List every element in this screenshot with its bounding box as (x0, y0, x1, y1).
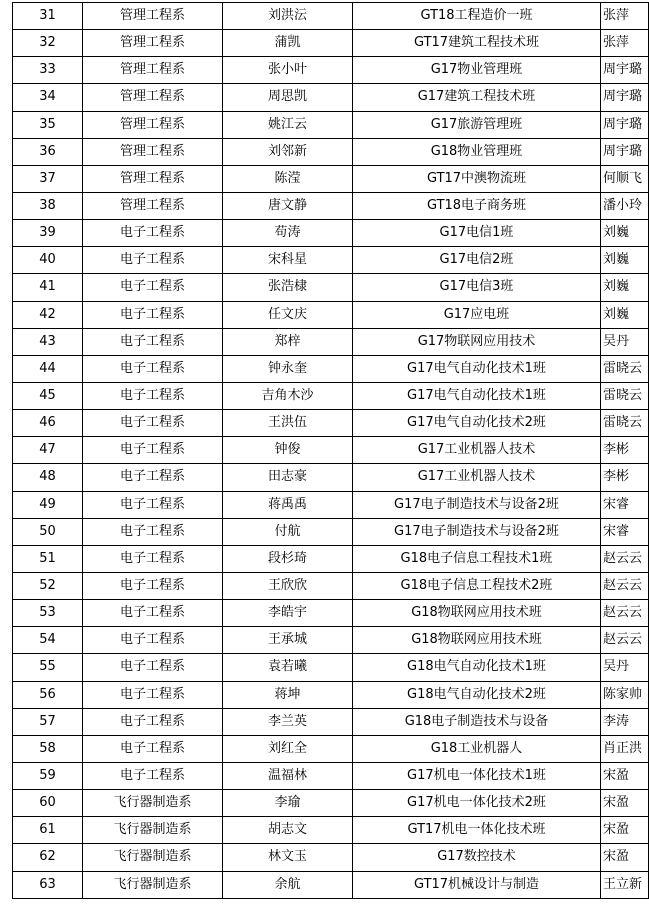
cell-department: 电子工程系 (83, 762, 223, 789)
cell-row-number: 60 (13, 790, 83, 817)
cell-row-number: 51 (13, 545, 83, 572)
cell-department: 管理工程系 (83, 84, 223, 111)
cell-student-name: 苟涛 (223, 220, 353, 247)
cell-row-number: 36 (13, 138, 83, 165)
cell-class-name: G17物业管理班 (353, 57, 601, 84)
cell-class-name: GT18工程造价一班 (353, 3, 601, 30)
cell-class-name: G17电信2班 (353, 247, 601, 274)
cell-department: 电子工程系 (83, 355, 223, 382)
roster-body (13, 3, 649, 899)
cell-class-name: G17物联网应用技术 (353, 328, 601, 355)
cell-row-number: 45 (13, 382, 83, 409)
cell-teacher: 吴丹 (601, 328, 649, 355)
cell-class-name: G17应电班 (353, 301, 601, 328)
cell-department: 电子工程系 (83, 437, 223, 464)
cell-teacher: 刘巍 (601, 274, 649, 301)
cell-class-name: G17电子制造技术与设备2班 (353, 518, 601, 545)
cell-teacher: 周宇璐 (601, 84, 649, 111)
table-row (13, 844, 649, 871)
cell-teacher: 李涛 (601, 708, 649, 735)
cell-student-name: 段杉琦 (223, 545, 353, 572)
cell-row-number: 49 (13, 491, 83, 518)
cell-row-number: 48 (13, 464, 83, 491)
cell-teacher: 刘巍 (601, 247, 649, 274)
cell-department: 电子工程系 (83, 545, 223, 572)
table-row (13, 627, 649, 654)
cell-row-number: 50 (13, 518, 83, 545)
cell-student-name: 李皓宇 (223, 600, 353, 627)
cell-row-number: 33 (13, 57, 83, 84)
table-row (13, 572, 649, 599)
cell-row-number: 58 (13, 735, 83, 762)
cell-department: 电子工程系 (83, 382, 223, 409)
cell-class-name: G17建筑工程技术班 (353, 84, 601, 111)
cell-class-name: G18电气自动化技术1班 (353, 654, 601, 681)
cell-teacher: 周宇璐 (601, 111, 649, 138)
cell-class-name: GT17机电一体化技术班 (353, 817, 601, 844)
cell-department: 电子工程系 (83, 518, 223, 545)
cell-row-number: 40 (13, 247, 83, 274)
cell-class-name: G18物联网应用技术班 (353, 600, 601, 627)
cell-class-name: G18电气自动化技术2班 (353, 681, 601, 708)
table-row (13, 3, 649, 30)
cell-teacher: 宋盈 (601, 790, 649, 817)
cell-teacher: 刘巍 (601, 301, 649, 328)
cell-row-number: 34 (13, 84, 83, 111)
cell-row-number: 39 (13, 220, 83, 247)
cell-class-name: G17工业机器人技术 (353, 464, 601, 491)
cell-department: 管理工程系 (83, 111, 223, 138)
cell-department: 电子工程系 (83, 301, 223, 328)
cell-class-name: G17电气自动化技术2班 (353, 410, 601, 437)
cell-row-number: 38 (13, 192, 83, 219)
cell-teacher: 雷晓云 (601, 410, 649, 437)
cell-teacher: 宋睿 (601, 491, 649, 518)
table-row (13, 138, 649, 165)
cell-student-name: 王承城 (223, 627, 353, 654)
cell-class-name: G17数控技术 (353, 844, 601, 871)
cell-department: 管理工程系 (83, 3, 223, 30)
cell-row-number: 59 (13, 762, 83, 789)
table-row (13, 464, 649, 491)
cell-class-name: G17机电一体化技术2班 (353, 790, 601, 817)
cell-student-name: 郑梓 (223, 328, 353, 355)
cell-department: 飞行器制造系 (83, 844, 223, 871)
cell-department: 管理工程系 (83, 138, 223, 165)
table-row (13, 301, 649, 328)
table-row (13, 247, 649, 274)
cell-department: 电子工程系 (83, 464, 223, 491)
cell-teacher: 宋盈 (601, 762, 649, 789)
cell-department: 管理工程系 (83, 192, 223, 219)
table-row (13, 328, 649, 355)
table-row (13, 518, 649, 545)
cell-student-name: 张小叶 (223, 57, 353, 84)
table-row (13, 762, 649, 789)
cell-class-name: GT18电子商务班 (353, 192, 601, 219)
cell-student-name: 钟永奎 (223, 355, 353, 382)
table-row (13, 30, 649, 57)
cell-teacher: 宋盈 (601, 817, 649, 844)
table-row (13, 382, 649, 409)
table-row (13, 491, 649, 518)
cell-teacher: 张萍 (601, 30, 649, 57)
cell-student-name: 王洪伍 (223, 410, 353, 437)
cell-department: 电子工程系 (83, 627, 223, 654)
table-row (13, 274, 649, 301)
cell-student-name: 唐文静 (223, 192, 353, 219)
cell-department: 管理工程系 (83, 30, 223, 57)
table-row (13, 410, 649, 437)
cell-teacher: 周宇璐 (601, 57, 649, 84)
cell-row-number: 35 (13, 111, 83, 138)
cell-department: 电子工程系 (83, 491, 223, 518)
cell-student-name: 周思凯 (223, 84, 353, 111)
cell-student-name: 蒲凯 (223, 30, 353, 57)
cell-student-name: 付航 (223, 518, 353, 545)
cell-student-name: 李兰英 (223, 708, 353, 735)
cell-class-name: GT17机械设计与制造 (353, 871, 601, 898)
table-row (13, 355, 649, 382)
cell-student-name: 张浩棣 (223, 274, 353, 301)
cell-class-name: G17电子制造技术与设备2班 (353, 491, 601, 518)
cell-class-name: G17机电一体化技术1班 (353, 762, 601, 789)
cell-student-name: 陈滢 (223, 165, 353, 192)
cell-teacher: 周宇璐 (601, 138, 649, 165)
cell-class-name: G18电子制造技术与设备 (353, 708, 601, 735)
table-row (13, 654, 649, 681)
cell-class-name: G18物联网应用技术班 (353, 627, 601, 654)
cell-student-name: 宋科星 (223, 247, 353, 274)
cell-department: 电子工程系 (83, 220, 223, 247)
cell-student-name: 胡志文 (223, 817, 353, 844)
table-row (13, 84, 649, 111)
cell-class-name: G18物业管理班 (353, 138, 601, 165)
cell-teacher: 何顺飞 (601, 165, 649, 192)
table-row (13, 437, 649, 464)
cell-department: 电子工程系 (83, 572, 223, 599)
cell-teacher: 王立新 (601, 871, 649, 898)
cell-class-name: G18电子信息工程技术1班 (353, 545, 601, 572)
cell-class-name: G17工业机器人技术 (353, 437, 601, 464)
cell-row-number: 55 (13, 654, 83, 681)
cell-department: 电子工程系 (83, 274, 223, 301)
cell-student-name: 林文玉 (223, 844, 353, 871)
cell-department: 电子工程系 (83, 410, 223, 437)
cell-teacher: 李彬 (601, 464, 649, 491)
cell-department: 飞行器制造系 (83, 871, 223, 898)
cell-student-name: 温福林 (223, 762, 353, 789)
table-row (13, 57, 649, 84)
table-row (13, 681, 649, 708)
table-row (13, 600, 649, 627)
cell-student-name: 任文庆 (223, 301, 353, 328)
table-row (13, 790, 649, 817)
cell-class-name: G17电气自动化技术1班 (353, 382, 601, 409)
cell-student-name: 刘洪沄 (223, 3, 353, 30)
cell-row-number: 32 (13, 30, 83, 57)
table-row (13, 545, 649, 572)
cell-department: 电子工程系 (83, 654, 223, 681)
cell-teacher: 陈家帅 (601, 681, 649, 708)
cell-row-number: 52 (13, 572, 83, 599)
cell-class-name: GT17中澳物流班 (353, 165, 601, 192)
cell-department: 飞行器制造系 (83, 790, 223, 817)
cell-row-number: 37 (13, 165, 83, 192)
cell-teacher: 赵云云 (601, 627, 649, 654)
cell-student-name: 袁若曦 (223, 654, 353, 681)
table-row (13, 871, 649, 898)
cell-row-number: 41 (13, 274, 83, 301)
cell-department: 电子工程系 (83, 247, 223, 274)
cell-department: 电子工程系 (83, 708, 223, 735)
cell-teacher: 张萍 (601, 3, 649, 30)
cell-student-name: 刘邻新 (223, 138, 353, 165)
cell-class-name: GT17建筑工程技术班 (353, 30, 601, 57)
cell-class-name: G18电子信息工程技术2班 (353, 572, 601, 599)
cell-row-number: 44 (13, 355, 83, 382)
cell-teacher: 潘小玲 (601, 192, 649, 219)
cell-row-number: 62 (13, 844, 83, 871)
cell-row-number: 57 (13, 708, 83, 735)
cell-class-name: G17旅游管理班 (353, 111, 601, 138)
cell-student-name: 蒋禹禹 (223, 491, 353, 518)
cell-row-number: 63 (13, 871, 83, 898)
cell-teacher: 宋盈 (601, 844, 649, 871)
table-row (13, 220, 649, 247)
cell-department: 电子工程系 (83, 328, 223, 355)
student-roster-table (12, 2, 649, 899)
cell-row-number: 31 (13, 3, 83, 30)
table-row (13, 111, 649, 138)
cell-teacher: 赵云云 (601, 572, 649, 599)
cell-teacher: 赵云云 (601, 545, 649, 572)
cell-student-name: 王欣欣 (223, 572, 353, 599)
cell-student-name: 刘红全 (223, 735, 353, 762)
cell-row-number: 43 (13, 328, 83, 355)
cell-row-number: 42 (13, 301, 83, 328)
cell-teacher: 赵云云 (601, 600, 649, 627)
cell-teacher: 雷晓云 (601, 355, 649, 382)
cell-teacher: 吴丹 (601, 654, 649, 681)
cell-student-name: 钟俊 (223, 437, 353, 464)
cell-row-number: 53 (13, 600, 83, 627)
cell-row-number: 54 (13, 627, 83, 654)
cell-department: 电子工程系 (83, 735, 223, 762)
cell-student-name: 姚江云 (223, 111, 353, 138)
cell-class-name: G17电气自动化技术1班 (353, 355, 601, 382)
cell-class-name: G17电信1班 (353, 220, 601, 247)
cell-student-name: 蒋坤 (223, 681, 353, 708)
table-row (13, 708, 649, 735)
cell-class-name: G18工业机器人 (353, 735, 601, 762)
cell-teacher: 肖正洪 (601, 735, 649, 762)
cell-row-number: 61 (13, 817, 83, 844)
cell-department: 电子工程系 (83, 681, 223, 708)
cell-department: 管理工程系 (83, 165, 223, 192)
cell-student-name: 余航 (223, 871, 353, 898)
cell-teacher: 李彬 (601, 437, 649, 464)
table-row (13, 192, 649, 219)
cell-class-name: G17电信3班 (353, 274, 601, 301)
cell-row-number: 47 (13, 437, 83, 464)
cell-teacher: 刘巍 (601, 220, 649, 247)
cell-department: 电子工程系 (83, 600, 223, 627)
table-row (13, 817, 649, 844)
cell-teacher: 宋睿 (601, 518, 649, 545)
table-row (13, 165, 649, 192)
cell-department: 管理工程系 (83, 57, 223, 84)
cell-student-name: 吉角木沙 (223, 382, 353, 409)
cell-student-name: 李瑜 (223, 790, 353, 817)
cell-teacher: 雷晓云 (601, 382, 649, 409)
cell-student-name: 田志豪 (223, 464, 353, 491)
cell-department: 飞行器制造系 (83, 817, 223, 844)
cell-row-number: 56 (13, 681, 83, 708)
table-row (13, 735, 649, 762)
cell-row-number: 46 (13, 410, 83, 437)
